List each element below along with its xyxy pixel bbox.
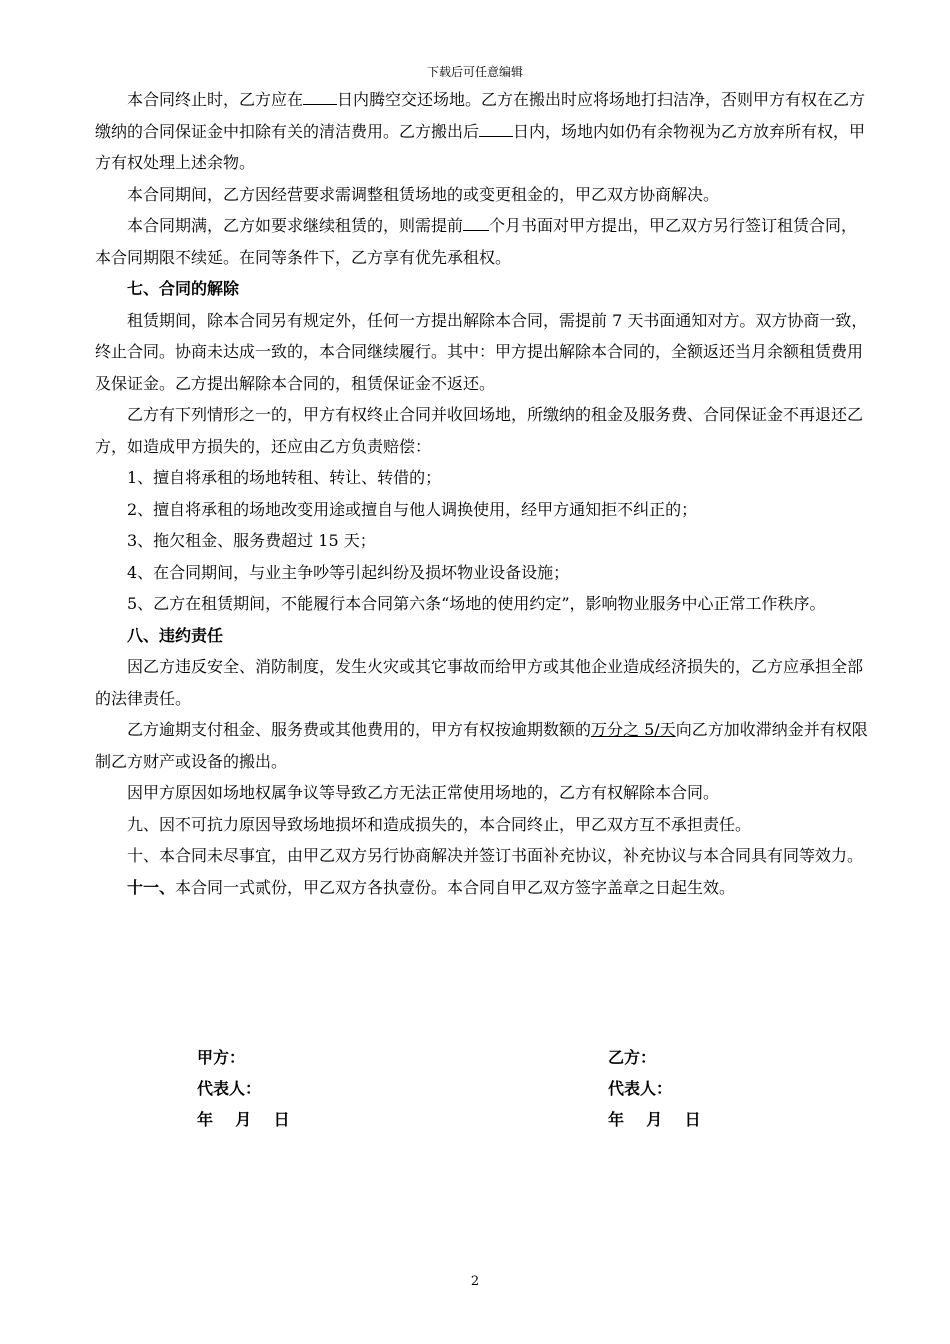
paragraph-liability: 因乙方违反安全、消防制度，发生火灾或其它事故而给甲方或其他企业造成经济损失的，乙方应承担全部的法律责任。 xyxy=(95,657,864,708)
page-number: 2 xyxy=(470,1274,480,1289)
list-item: 1、擅自将承租的场地转租、转让、转借的； xyxy=(127,468,442,487)
party-a-representative: 代表人： xyxy=(197,1079,262,1098)
late-fee-rate: 万分之 5/天 xyxy=(591,720,676,739)
page-header: 下载后可任意编辑 xyxy=(426,65,523,79)
section-10: 十、本合同未尽事宜，由甲乙双方另行协商解决并签订书面补充协议，补充协议与本合同具有同等效力。 xyxy=(127,846,864,865)
section-heading-8: 八、违约责任 xyxy=(127,625,224,645)
contract-body xyxy=(95,84,869,903)
signature-block-party-b xyxy=(608,1042,701,1135)
list-item: 5、乙方在租赁期间，不能履行本合同第六条“场地的使用约定”，影响物业服务中心正常工作秩序。 xyxy=(127,594,826,613)
blank-field xyxy=(303,88,337,105)
blank-field xyxy=(479,120,513,137)
paragraph-renewal: 本合同期满，乙方如要求继续租赁的，则需提前 个月书面对甲方提出，甲乙双方另行签订租赁合同，本合同期限不续延。在同等条件下，乙方享有优先承租权。 xyxy=(95,216,858,267)
party-a-label: 甲方： xyxy=(197,1048,246,1067)
blank-field xyxy=(463,214,489,231)
paragraph-adjustment: 本合同期间，乙方因经营要求需调整租赁场地的或变更租金的，甲乙双方协商解决。 xyxy=(127,184,720,204)
paragraph-termination: 本合同终止时，乙方应在 日内腾空交还场地。乙方在搬出时应将场地打扫洁净，否则甲方有权在乙方缴纳的合同保证金中扣除有关的清洁费用。乙方搬出后 日内，场地内如仍有余物视为乙方放弃所有权，甲方有权处理上述余物。 xyxy=(95,90,866,172)
paragraph-late-fee: 乙方逾期支付租金、服务费或其他费用的，甲方有权按逾期数额的万分之 5/天向乙方加收滞纳金并有权限制乙方财产或设备的搬出。 xyxy=(95,720,868,771)
list-item: 2、擅自将承租的场地改变用途或擅自与他人调换使用，经甲方通知拒不纠正的； xyxy=(127,499,698,519)
list-item: 4、在合同期间，与业主争吵等引起纠纷及损坏物业设备设施； xyxy=(127,562,570,582)
party-b-representative: 代表人： xyxy=(608,1079,673,1098)
section-heading-7: 七、合同的解除 xyxy=(127,279,240,298)
paragraph-termination-conditions: 乙方有下列情形之一的，甲方有权终止合同并收回场地，所缴纳的租金及服务费、合同保证金不再退还乙方，如造成甲方损失的，还应由乙方负责赔偿： xyxy=(95,405,864,456)
party-b-date: 年 月 日 xyxy=(608,1110,701,1129)
list-item: 3、拖欠租金、服务费超过 15 天； xyxy=(127,531,376,550)
party-b-label: 乙方： xyxy=(608,1048,657,1067)
section-9: 九、因不可抗力原因导致场地损坏和造成损失的，本合同终止，甲乙双方互不承担责任。 xyxy=(127,814,752,834)
signature-block-party-a xyxy=(197,1042,290,1135)
paragraph-landlord-fault: 因甲方原因如场地权属争议等导致乙方无法正常使用场地的，乙方有权解除本合同。 xyxy=(127,783,720,802)
section-11: 十一、本合同一式贰份，甲乙双方各执壹份。本合同自甲乙双方签字盖章之日起生效。 xyxy=(127,877,736,897)
party-a-date: 年 月 日 xyxy=(197,1110,290,1129)
paragraph-rescission: 租赁期间，除本合同另有规定外，任何一方提出解除本合同，需提前 7 天书面通知对方。双方协商一致，终止合同。协商未达成一致的，本合同继续履行。其中：甲方提出解除本合同的，全额返还当月余额租赁费用及保证金。乙方提出解除本合同的，租赁保证金不返还。 xyxy=(95,310,868,393)
